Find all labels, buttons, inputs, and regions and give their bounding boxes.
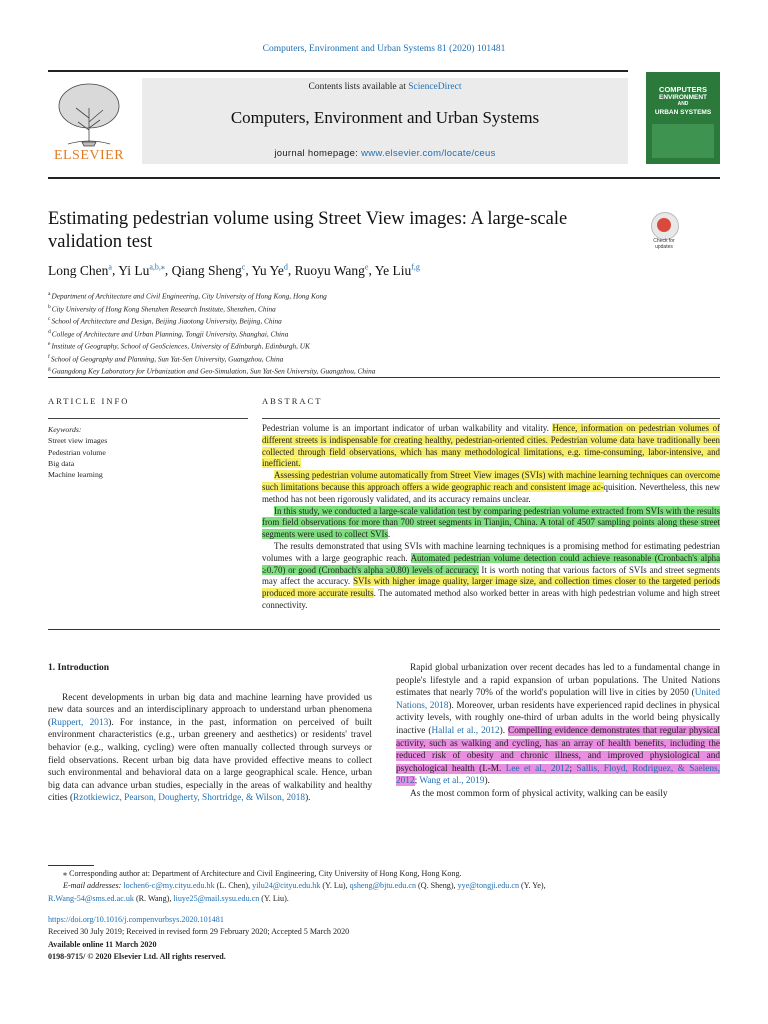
keyword: Machine learning <box>48 470 103 480</box>
email-owner: (Y. Ye), <box>519 881 546 891</box>
elsevier-wordmark: ELSEVIER <box>53 148 125 163</box>
journal-title: Computers, Environment and Urban Systems <box>230 108 540 127</box>
citation-link[interactable]: United Nations, 2018 <box>396 688 720 711</box>
author-affil-marker[interactable]: d <box>283 262 288 271</box>
author-affil-marker[interactable]: a,b,⁎ <box>149 262 165 271</box>
doi-link[interactable]: https://doi.org/10.1016/j.compenvurbsys.2020.101481 <box>48 915 224 924</box>
email-owner: (Y. Liu). <box>259 893 289 903</box>
body-paragraph: As the most common form of physical activity, walking can be easily <box>410 788 668 799</box>
citation-link[interactable]: Rzotkiewicz, Pearson, Dougherty, Shortridge, & Wilson, 2018 <box>73 793 306 804</box>
keywords-rule <box>48 418 248 419</box>
affil-marker: a <box>48 291 51 297</box>
email-link[interactable]: liuye25@mail.sysu.edu.cn <box>173 893 260 903</box>
badge-line: Check for <box>653 238 675 244</box>
abstract-span: The results demonstrated that using SVIs with machine learning techniques is a promising method for estimating pedestrian volumes with a large geographic reach. <box>262 540 720 563</box>
corresponding-author-note: ⁎ Corresponding author at: Department of Architecture and Civil Engineering, City University of Hong Kong, Hong Kong. <box>63 869 462 878</box>
affiliation <box>48 339 698 352</box>
affil-marker: b <box>48 303 51 310</box>
body-column-left <box>48 662 372 805</box>
author[interactable] <box>375 263 420 278</box>
affiliation <box>48 289 698 302</box>
abstract-heading: ABSTRACT <box>262 396 323 406</box>
journal-reference[interactable]: Computers, Environment and Urban Systems 81 (2020) 101481 <box>262 44 506 54</box>
body-column-right <box>396 662 720 801</box>
citation-link[interactable]: Hallal et al., 2012 <box>431 725 500 736</box>
author-name: Yu Ye <box>251 262 284 278</box>
body-span: Recent developments in urban big data and machine learning have provided us new data sources and an interdisciplinary approach to understand urban phenomena ( <box>48 692 372 728</box>
highlight-yellow[interactable]: Assessing pedestrian volume automatically from Street View images (SVIs) with machine learning techniques can overcome such limitations because this approach offers a wide geographic reach and consistent image ac- <box>262 470 720 492</box>
cover-line: ENVIRONMENT <box>658 93 708 101</box>
author-name: Ye Liu <box>374 262 412 278</box>
author[interactable] <box>48 263 112 278</box>
email-line <box>48 880 720 892</box>
body-paragraph <box>48 692 372 805</box>
title-line: validation test <box>48 232 153 252</box>
author[interactable] <box>118 263 165 278</box>
footnote-rule <box>48 865 94 866</box>
affil-text: Institute of Geography, School of GeoSciences, University of Edinburgh, Edinburgh, UK <box>51 341 310 351</box>
affiliation <box>48 352 698 365</box>
author[interactable] <box>295 263 369 278</box>
keyword: Big data <box>48 458 75 468</box>
email-owner: (Y. Lu), <box>320 881 350 891</box>
author-name: Ruoyu Wang <box>294 262 365 278</box>
abstract-text <box>262 423 720 612</box>
highlight-yellow[interactable]: SVIs with higher image quality, larger image size, and collection times closer to the targeted periods produced more accurate results <box>262 576 720 599</box>
contents-prefix: Contents lists available at <box>308 82 409 92</box>
affiliation-list <box>48 289 698 377</box>
abstract-paragraph <box>262 423 720 470</box>
paper-title <box>48 208 628 254</box>
cover-line: URBAN SYSTEMS <box>654 108 712 116</box>
citation-link[interactable]: Sallis, Floyd, Rodriguez, & Saelens, 2012 <box>396 763 720 787</box>
affil-text: Guangdong Key Laboratory for Urbanization and Geo-Simulation, Sun Yat-Sen University, Guangzhou, China <box>51 366 376 376</box>
affil-text: School of Geography and Planning, Sun Yat-Sen University, Guangzhou, China <box>50 354 284 363</box>
badge-line: updates <box>655 243 673 250</box>
highlight-yellow[interactable]: Hence, information on pedestrian volumes of different streets is indispensable for creating healthy, pedestrian-oriented cities. Pedestrian volume data have traditionally been collected through field observations, which has many methodological limitations, e.g. time-consuming, labor-intensive, and inefficient. <box>262 423 720 469</box>
highlight-text: Compelling evidence demonstrates that regular physical activity, such as walking and cycling, has an array of health benefits, including the reduced risk of obesity and chronic illness, and improved physiological and psychological health (I.-M. <box>396 725 720 774</box>
affiliation <box>48 327 698 340</box>
contents-line <box>142 82 628 92</box>
keyword: Street view images <box>48 436 108 446</box>
section-heading: 1. Introduction <box>48 663 110 673</box>
email-owner: (Q. Sheng), <box>416 881 458 891</box>
homepage-line <box>142 148 628 159</box>
body-span: Rapid global urbanization over recent decades has led to a fundamental change in people's lifestyle and a rapid expansion of urban populations. The United Nations estimates that nearly 70% of the world's population will live in cities by 2050 ( <box>396 663 720 699</box>
email-link[interactable]: yilu24@cityu.edu.hk <box>252 881 321 891</box>
email-link[interactable]: lochen6-c@my.cityu.edu.hk <box>123 881 215 891</box>
author-list: Long Chen$^a$, Yi $Lu^{a,b,⁎}$, Qiang Sheng$^c$, Yu Ye$^d$, Ruoyu Wang$^e$, Ye Liu$^{f,g}$ <box>48 262 420 278</box>
masthead-box <box>142 78 628 164</box>
abstract-span: . The automated method also worked better in areas with high pedestrian volume and high street connectivity. <box>262 588 721 610</box>
publication-info <box>48 914 720 964</box>
sciencedirect-link[interactable]: ScienceDirect <box>408 82 462 92</box>
keywords-label: Keywords: <box>48 425 82 434</box>
body-span: ). <box>484 776 490 787</box>
affil-text: City University of Hong Kong Shenzhen Research Institute, Shenzhen, China <box>51 303 276 313</box>
highlight-green[interactable]: Automated pedestrian volume detection could achieve reasonable (Cronbach's alpha ≥0.70) or good (Cronbach's alpha ≥0.80) levels of accuracy. <box>262 552 721 575</box>
body-paragraph <box>396 662 720 788</box>
cover-graphic <box>652 124 714 158</box>
homepage-prefix: journal homepage: <box>274 148 362 159</box>
copyright-line: 0198-9715/ © 2020 Elsevier Ltd. All rights reserved. <box>48 952 226 962</box>
article-info-heading: ARTICLE INFO <box>48 396 130 406</box>
citation-link[interactable]: Ruppert, 2013 <box>51 717 109 728</box>
masthead-top-rule <box>48 70 628 72</box>
cover-line: AND <box>677 101 689 107</box>
author[interactable] <box>172 263 246 278</box>
abstract-bottom-rule <box>48 629 720 630</box>
abstract-span: It is worth noting that various factors of SVIs and street segments may affect the accuracy. <box>262 564 720 587</box>
affil-marker: f <box>48 353 50 360</box>
email-owner: (R. Wang), <box>133 893 174 903</box>
abstract-span: . <box>387 529 391 540</box>
footnotes <box>48 868 720 905</box>
affil-marker: e <box>48 341 51 348</box>
available-online: Available online 11 March 2020 <box>48 939 157 949</box>
author[interactable] <box>252 263 288 278</box>
title-line: Estimating pedestrian volume using Street View images: A large-scale <box>48 209 568 229</box>
check-for-updates-badge[interactable] <box>646 212 682 252</box>
masthead-bottom-rule <box>48 177 720 179</box>
citation-link[interactable]: Wang et al., 2019 <box>419 776 485 787</box>
journal-cover-thumbnail[interactable] <box>646 72 720 164</box>
keywords-block <box>48 424 248 480</box>
author-affil-marker[interactable]: f,g <box>411 262 420 271</box>
received-dates: Received 30 July 2019; Received in revised form 29 February 2020; Accepted 5 March 2020 <box>48 927 350 937</box>
citation-link[interactable]: Lee et al., 2012 <box>505 763 570 774</box>
body-span: ). <box>499 725 509 736</box>
section-rule <box>48 377 720 378</box>
abstract-paragraph <box>262 541 720 612</box>
affil-text: School of Architecture and Design, Beijing Jiaotong University, Beijing, China <box>51 316 282 326</box>
email-label: E-mail addresses: <box>63 881 122 891</box>
email-line <box>48 893 720 905</box>
affiliation <box>48 314 698 327</box>
badge-mark-icon <box>657 218 671 232</box>
abstract-rule <box>262 418 720 419</box>
highlight-green[interactable]: In this study, we conducted a large-scale validation test by comparing pedestrian volume extracted from SVIs with the results from field observations for more than 700 street segments in Tianjin, China. A total of 4507 sampling points along these street segments were used to collect SVIs <box>262 505 720 540</box>
abstract-paragraph <box>262 506 720 541</box>
affil-marker: g <box>48 366 51 373</box>
author-affil-marker[interactable]: e <box>364 262 369 271</box>
body-span: ; <box>569 763 577 774</box>
email-link[interactable]: yye@tongji.edu.cn <box>457 881 519 891</box>
homepage-link[interactable]: www.elsevier.com/locate/ceus <box>361 148 496 159</box>
abstract-span: quisition. Nevertheless, this new method has not been rigorously validated, and its accuracy remains unclear. <box>262 481 720 504</box>
cover-line: COMPUTERS <box>659 85 707 94</box>
affil-marker: c <box>48 316 51 323</box>
cover-title <box>646 86 720 116</box>
affil-text: College of Architecture and Urban Planning, Tongji University, Shanghai, China <box>51 328 289 338</box>
author-name: Long Chen <box>48 262 109 278</box>
author-name: Qiang Sheng <box>171 262 242 278</box>
email-link[interactable]: qsheng@bjtu.edu.cn <box>349 881 416 891</box>
affil-marker: d <box>48 328 51 335</box>
author-affil-marker[interactable]: a <box>108 262 112 271</box>
keyword: Pedestrian volume <box>48 447 106 457</box>
affil-text: Department of Architecture and Civil Engineering, City University of Hong Kong, Hong Kong <box>51 291 327 301</box>
email-owner: (L. Chen), <box>214 881 253 891</box>
body-span: ; <box>414 776 420 787</box>
body-span: ). <box>305 793 311 804</box>
badge-text <box>646 239 682 250</box>
body-span: ). For instance, in the past, information on perceived of built environment characteristics (e.g., urban greenery and aesthetics) or residents' travel behavior (e.g., walking, cycling) were often manually collected through surveys or field observations. Recent urban big data have provided effective means to collect such environmental and behavioral data on a large geographical scale. Hence, urban big data can advance urban studies, especially in the areas of walkability and healthy cities ( <box>48 717 372 804</box>
author-name: Yi Lu <box>118 262 150 278</box>
author-affil-marker[interactable]: c <box>241 262 246 271</box>
abstract-span: Pedestrian volume is an important indicator of urban walkability and vitality. <box>262 423 553 433</box>
body-span: ). Moreover, urban residents have experienced rapid declines in physical activity levels, with roughly one-third of urban adults in the world being physically inactive ( <box>396 700 720 736</box>
affiliation <box>48 364 698 377</box>
abstract-paragraph <box>262 470 720 505</box>
email-link[interactable]: R.Wang-54@sms.ed.ac.uk <box>48 893 134 903</box>
affiliation <box>48 302 698 315</box>
